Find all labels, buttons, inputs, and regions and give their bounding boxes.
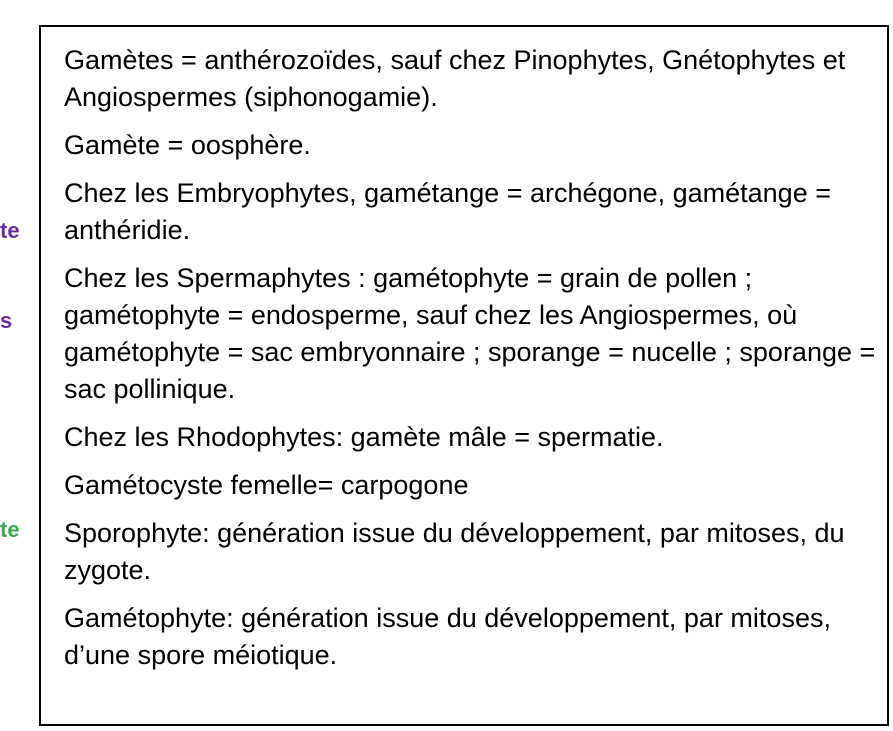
definition-gamete-oosphere: Gamète = oosphère.	[64, 130, 311, 160]
definitions-box	[39, 25, 889, 726]
definition-sporophyte: Sporophyte: génération issue du développement, par mitoses, du zygote.	[64, 518, 845, 585]
definition-gametes: Gamètes = anthérozoïdes, sauf chez Pinophytes, Gnétophytes et Angiospermes (siphonogamie).	[64, 45, 846, 112]
margin-fragment-3: te	[0, 517, 20, 542]
margin-fragment-1: te	[0, 218, 20, 243]
definition-embryophytes: Chez les Embryophytes, gamétange = archégone, gamétange = anthéridie.	[64, 178, 831, 245]
definition-rhodophytes: Chez les Rhodophytes: gamète mâle = spermatie.	[64, 422, 664, 452]
definition-gametocyste: Gamétocyste femelle= carpogone	[64, 470, 469, 500]
definition-gametophyte: Gamétophyte: génération issue du développement, par mitoses, d’une spore méiotique.	[64, 603, 831, 670]
definition-spermaphytes: Chez les Spermaphytes : gamétophyte = grain de pollen ; gamétophyte = endosperme, sauf chez les Angiospermes, où gamétophyte = sac embryonnaire ; sporange = nucelle ; sporange = sac pollinique.	[64, 263, 876, 404]
margin-fragment-2: s	[0, 308, 13, 333]
